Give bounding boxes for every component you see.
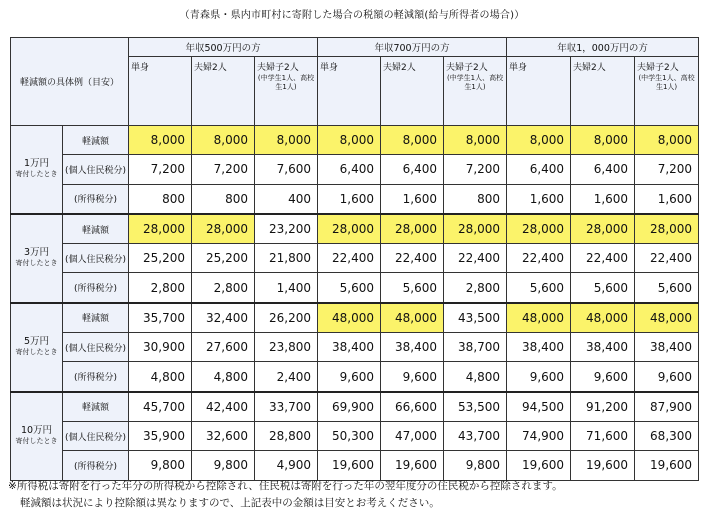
tax-reduction-table <box>10 37 699 481</box>
income-header: 年収1，000万円の方 <box>507 38 699 57</box>
value-cell: 19,600 <box>318 451 381 480</box>
value-cell: 1,600 <box>318 184 381 214</box>
household-header <box>192 57 255 126</box>
value-cell: 8,000 <box>318 126 381 155</box>
value-cell: 28,000 <box>571 214 635 244</box>
value-cell: 6,400 <box>507 155 571 184</box>
value-cell: 9,800 <box>444 451 507 480</box>
value-cell: 7,600 <box>255 155 318 184</box>
household-label: 夫婦子2人 <box>446 63 488 73</box>
household-header <box>635 57 699 126</box>
donation-amount-label <box>11 126 63 214</box>
value-cell: 42,400 <box>192 392 255 422</box>
value-cell: 33,700 <box>255 392 318 422</box>
value-cell: 69,900 <box>318 392 381 422</box>
row-label: (所得税分) <box>63 273 129 303</box>
household-label: 夫婦2人 <box>194 63 227 73</box>
donation-amount: 5万円 <box>23 336 50 348</box>
household-header <box>318 57 381 126</box>
value-cell: 7,200 <box>444 155 507 184</box>
value-cell: 8,000 <box>635 126 699 155</box>
table-row <box>11 451 699 480</box>
value-cell: 25,200 <box>129 244 192 273</box>
document-title: （青森県・県内市町村に寄附した場合の税額の軽減額(給与所得者の場合)） <box>179 10 525 21</box>
value-cell: 27,600 <box>192 333 255 362</box>
value-cell: 28,000 <box>318 214 381 244</box>
value-cell: 1,600 <box>571 184 635 214</box>
value-cell: 22,400 <box>318 244 381 273</box>
footnote-line: 軽減額は状況により控除額は異なりますので、上記表中の金額は目安とお考えください。 <box>20 497 440 509</box>
value-cell: 38,400 <box>635 333 699 362</box>
value-cell: 66,600 <box>381 392 444 422</box>
value-cell: 22,400 <box>381 244 444 273</box>
value-cell: 26,200 <box>255 303 318 333</box>
value-cell: 800 <box>129 184 192 214</box>
household-label: 夫婦子2人 <box>637 63 679 73</box>
value-cell: 9,800 <box>192 451 255 480</box>
value-cell: 43,700 <box>444 421 507 450</box>
value-cell: 38,400 <box>507 333 571 362</box>
value-cell: 8,000 <box>381 126 444 155</box>
household-label: 単身 <box>509 63 528 73</box>
value-cell: 48,000 <box>507 303 571 333</box>
donation-suffix: 寄付したとき <box>15 259 58 268</box>
value-cell: 28,000 <box>129 214 192 244</box>
value-cell: 4,800 <box>192 362 255 392</box>
value-cell: 6,400 <box>381 155 444 184</box>
donation-amount: 1万円 <box>23 158 50 170</box>
value-cell: 5,600 <box>571 273 635 303</box>
row-label: 軽減額 <box>63 303 129 333</box>
value-cell: 30,900 <box>129 333 192 362</box>
household-header <box>129 57 192 126</box>
value-cell: 43,500 <box>444 303 507 333</box>
value-cell: 2,800 <box>444 273 507 303</box>
value-cell: 32,400 <box>192 303 255 333</box>
value-cell: 38,400 <box>318 333 381 362</box>
row-label: (所得税分) <box>63 451 129 480</box>
value-cell: 7,200 <box>129 155 192 184</box>
value-cell: 91,200 <box>571 392 635 422</box>
table-row <box>11 303 699 333</box>
donation-suffix: 寄付したとき <box>15 348 58 357</box>
household-sublabel: (中学生1人、高校生1人) <box>446 74 504 91</box>
value-cell: 8,000 <box>192 126 255 155</box>
donation-amount: 10万円 <box>20 425 53 437</box>
value-cell: 2,800 <box>129 273 192 303</box>
value-cell: 9,600 <box>635 362 699 392</box>
value-cell: 19,600 <box>507 451 571 480</box>
household-header <box>444 57 507 126</box>
value-cell: 53,500 <box>444 392 507 422</box>
value-cell: 4,800 <box>444 362 507 392</box>
value-cell: 45,700 <box>129 392 192 422</box>
donation-amount-label <box>11 392 63 480</box>
value-cell: 38,400 <box>381 333 444 362</box>
value-cell: 800 <box>192 184 255 214</box>
household-label: 夫婦2人 <box>383 63 416 73</box>
table-row <box>11 244 699 273</box>
value-cell: 19,600 <box>635 451 699 480</box>
value-cell: 7,200 <box>192 155 255 184</box>
value-cell: 1,600 <box>635 184 699 214</box>
value-cell: 28,000 <box>381 214 444 244</box>
table-row <box>11 333 699 362</box>
row-label: (所得税分) <box>63 184 129 214</box>
table-row <box>11 184 699 214</box>
household-sublabel: (中学生1人、高校生1人) <box>638 74 695 91</box>
value-cell: 5,600 <box>318 273 381 303</box>
value-cell: 74,900 <box>507 421 571 450</box>
household-header <box>507 57 571 126</box>
row-label: 軽減額 <box>63 126 129 155</box>
row-label: (個人住民税分) <box>63 155 129 184</box>
value-cell: 5,600 <box>507 273 571 303</box>
value-cell: 1,600 <box>507 184 571 214</box>
value-cell: 19,600 <box>381 451 444 480</box>
donation-amount: 3万円 <box>23 247 50 259</box>
table-row <box>11 362 699 392</box>
value-cell: 38,700 <box>444 333 507 362</box>
value-cell: 9,600 <box>381 362 444 392</box>
table-row <box>11 273 699 303</box>
household-label: 単身 <box>131 63 150 73</box>
income-header: 年収500万円の方 <box>129 38 318 57</box>
value-cell: 71,600 <box>571 421 635 450</box>
household-header <box>255 57 318 126</box>
value-cell: 28,000 <box>507 214 571 244</box>
value-cell: 21,800 <box>255 244 318 273</box>
value-cell: 25,200 <box>192 244 255 273</box>
household-header <box>571 57 635 126</box>
value-cell: 23,800 <box>255 333 318 362</box>
value-cell: 28,000 <box>635 214 699 244</box>
value-cell: 48,000 <box>571 303 635 333</box>
household-label: 夫婦2人 <box>573 63 606 73</box>
household-header <box>381 57 444 126</box>
value-cell: 94,500 <box>507 392 571 422</box>
value-cell: 48,000 <box>381 303 444 333</box>
value-cell: 1,600 <box>381 184 444 214</box>
value-cell: 9,600 <box>571 362 635 392</box>
donation-amount-label <box>11 303 63 392</box>
value-cell: 50,300 <box>318 421 381 450</box>
table-row <box>11 214 699 244</box>
value-cell: 68,300 <box>635 421 699 450</box>
footnote-line: ※所得税は寄附を行った年分の所得税から控除され、住民税は寄附を行った年の翌年度分の住民税から控除されます。 <box>8 480 563 492</box>
table-row <box>11 155 699 184</box>
value-cell: 22,400 <box>571 244 635 273</box>
value-cell: 23,200 <box>255 214 318 244</box>
value-cell: 35,900 <box>129 421 192 450</box>
value-cell: 6,400 <box>318 155 381 184</box>
value-cell: 28,800 <box>255 421 318 450</box>
value-cell: 22,400 <box>444 244 507 273</box>
value-cell: 4,900 <box>255 451 318 480</box>
value-cell: 8,000 <box>444 126 507 155</box>
row-label: 軽減額 <box>63 392 129 422</box>
value-cell: 32,600 <box>192 421 255 450</box>
value-cell: 2,400 <box>255 362 318 392</box>
row-label: (所得税分) <box>63 362 129 392</box>
value-cell: 9,600 <box>318 362 381 392</box>
value-cell: 7,200 <box>635 155 699 184</box>
household-label: 夫婦子2人 <box>257 63 299 73</box>
value-cell: 5,600 <box>635 273 699 303</box>
value-cell: 47,000 <box>381 421 444 450</box>
value-cell: 2,800 <box>192 273 255 303</box>
table-row <box>11 421 699 450</box>
value-cell: 48,000 <box>318 303 381 333</box>
value-cell: 8,000 <box>571 126 635 155</box>
value-cell: 28,000 <box>444 214 507 244</box>
value-cell: 38,400 <box>571 333 635 362</box>
household-label: 単身 <box>320 63 339 73</box>
value-cell: 800 <box>444 184 507 214</box>
table-row <box>11 126 699 155</box>
table-row <box>11 392 699 422</box>
value-cell: 5,600 <box>381 273 444 303</box>
value-cell: 6,400 <box>571 155 635 184</box>
row-label: (個人住民税分) <box>63 244 129 273</box>
value-cell: 4,800 <box>129 362 192 392</box>
donation-amount-label <box>11 214 63 303</box>
table-body <box>11 126 699 481</box>
donation-suffix: 寄付したとき <box>15 437 58 446</box>
value-cell: 9,600 <box>507 362 571 392</box>
value-cell: 8,000 <box>129 126 192 155</box>
row-label: (個人住民税分) <box>63 421 129 450</box>
income-header: 年収700万円の方 <box>318 38 507 57</box>
footnote <box>8 478 563 512</box>
value-cell: 8,000 <box>507 126 571 155</box>
value-cell: 19,600 <box>571 451 635 480</box>
value-cell: 22,400 <box>635 244 699 273</box>
value-cell: 28,000 <box>192 214 255 244</box>
value-cell: 22,400 <box>507 244 571 273</box>
row-label: (個人住民税分) <box>63 333 129 362</box>
value-cell: 1,400 <box>255 273 318 303</box>
donation-suffix: 寄付したとき <box>15 170 58 179</box>
table-corner-label: 軽減額の具体例（目安） <box>11 38 129 126</box>
value-cell: 87,900 <box>635 392 699 422</box>
value-cell: 8,000 <box>255 126 318 155</box>
value-cell: 48,000 <box>635 303 699 333</box>
household-sublabel: (中学生1人、高校生1人) <box>257 74 315 91</box>
value-cell: 9,800 <box>129 451 192 480</box>
value-cell: 35,700 <box>129 303 192 333</box>
row-label: 軽減額 <box>63 214 129 244</box>
value-cell: 400 <box>255 184 318 214</box>
